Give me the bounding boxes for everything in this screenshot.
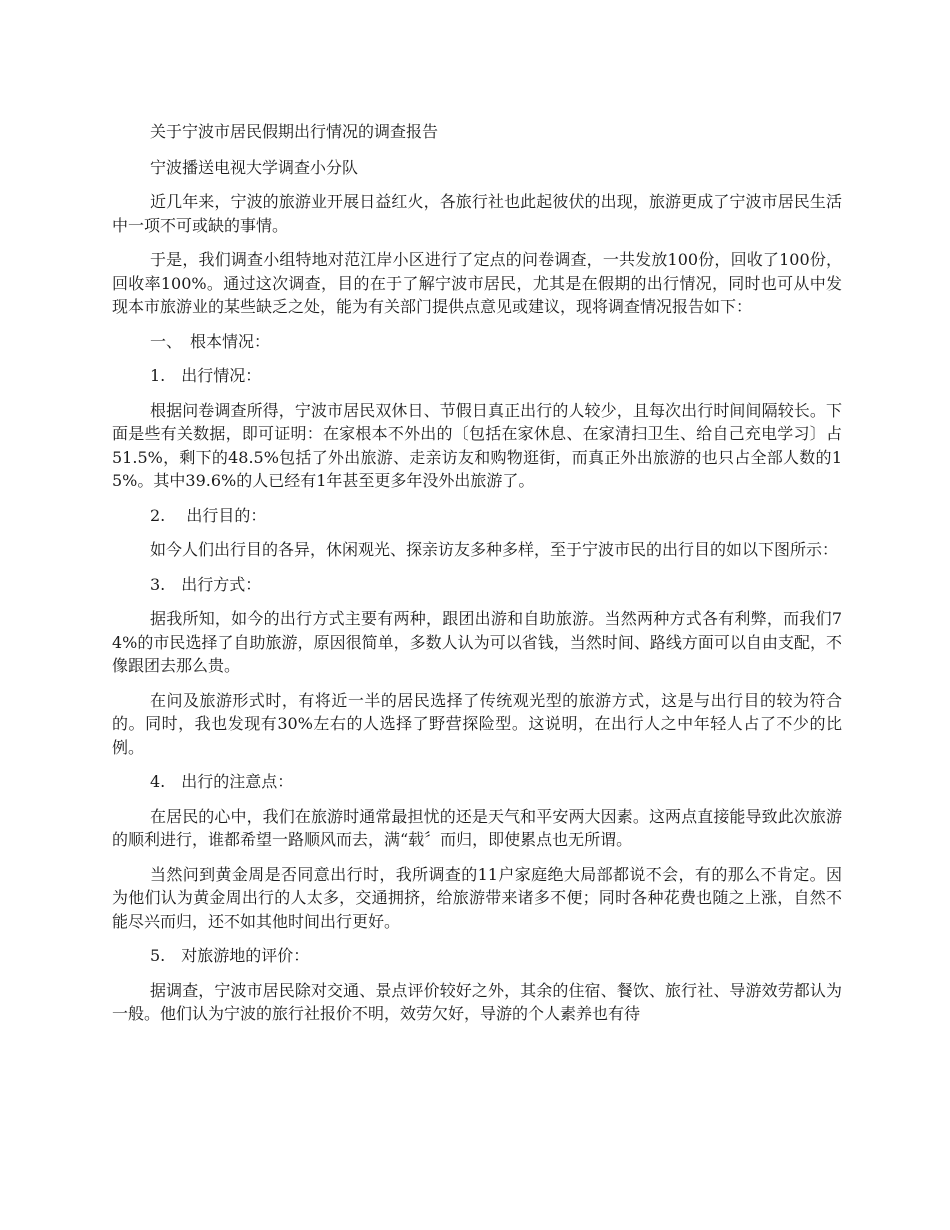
paragraph-destination-evaluation: 据调查，宁波市居民除对交通、景点评价较好之外，其余的住宿、餐饮、旅行社、导游效劳都认为一般。他们认为宁波的旅行社报价不明，效劳欠好，导游的个人素养也有待 (112, 980, 842, 1023)
paragraph-intro: 近几年来，宁波的旅游业开展日益红火，各旅行社也此起彼伏的出现，旅游更成了宁波市居民生活中一项不可或缺的事情。 (112, 192, 842, 235)
report-author: 宁波播送电视大学调查小分队 (150, 157, 359, 177)
subheading-travel-concerns: 4. 出行的注意点： (150, 772, 294, 791)
subheading-travel-purpose: 2. 出行目的： (150, 505, 267, 525)
section-heading-basic: 一、 根本情况： (150, 331, 271, 351)
paragraph-travel-mode: 据我所知，如今的出行方式主要有两种，跟团出游和自助旅游。当然两种方式各有利弊，而我们74%的市民选择了自助旅游，原因很简单，多数人认为可以省钱，当然时间、路线方面可以自由支配，不像跟团去那么贵。 (112, 609, 842, 675)
paragraph-travel-purpose: 如今人们出行目的各异，休闲观光、探亲访友多种多样，至于宁波市民的出行目的如以下图所示： (150, 540, 839, 559)
subheading-destination-evaluation: 5. 对旅游地的评价： (150, 946, 310, 965)
paragraph-travel-status: 根据问卷调查所得，宁波市居民双休日、节假日真正出行的人较少，且每次出行时间间隔较长。下面是些有关数据，即可证明：在家根本不外出的〔包括在家休息、在家清扫卫生、给自己充电学习〕占51.5%，剩下的48.5%包括了外出旅游、走亲访友和购物逛街，而真正外出旅游的也只占全部人数的15%。其中39.6%的人已经有1年甚至更多年没外出旅游了。 (112, 400, 842, 490)
report-title: 关于宁波市居民假期出行情况的调查报告 (150, 122, 439, 141)
paragraph-survey-method: 于是，我们调查小组特地对范江岸小区进行了定点的问卷调查，一共发放100份，回收了100份，回收率100%。通过这次调查，目的在于了解宁波市居民，尤其是在假期的出行情况，同时也可从中发现本市旅游业的某些缺乏之处，能为有关部门提供点意见或建议，现将调查情况报告如下： (112, 250, 842, 316)
subheading-travel-mode: 3. 出行方式： (150, 574, 262, 594)
paragraph-travel-concerns: 在居民的心中，我们在旅游时通常最担忧的还是天气和平安两大因素。这两点直接能导致此次旅游的顺利进行，谁都希望一路顺风而去，满“载〞而归，即使累点也无所谓。 (112, 806, 842, 849)
subheading-travel-status: 1. 出行情况： (150, 366, 262, 385)
document-page (112, 120, 842, 1037)
paragraph-golden-week: 当然问到黄金周是否同意出行时，我所调查的11户家庭绝大局部都说不会，有的那么不肯定。因为他们认为黄金周出行的人太多，交通拥挤，给旅游带来诸多不便；同时各种花费也随之上涨，自然不能尽兴而归，还不如其他时间出行更好。 (112, 864, 842, 931)
paragraph-travel-form: 在问及旅游形式时，有将近一半的居民选择了传统观光型的旅游方式，这是与出行目的较为符合的。同时，我也发现有30%左右的人选择了野营探险型。这说明，在出行人之中年轻人占了不少的比例。 (112, 690, 842, 757)
